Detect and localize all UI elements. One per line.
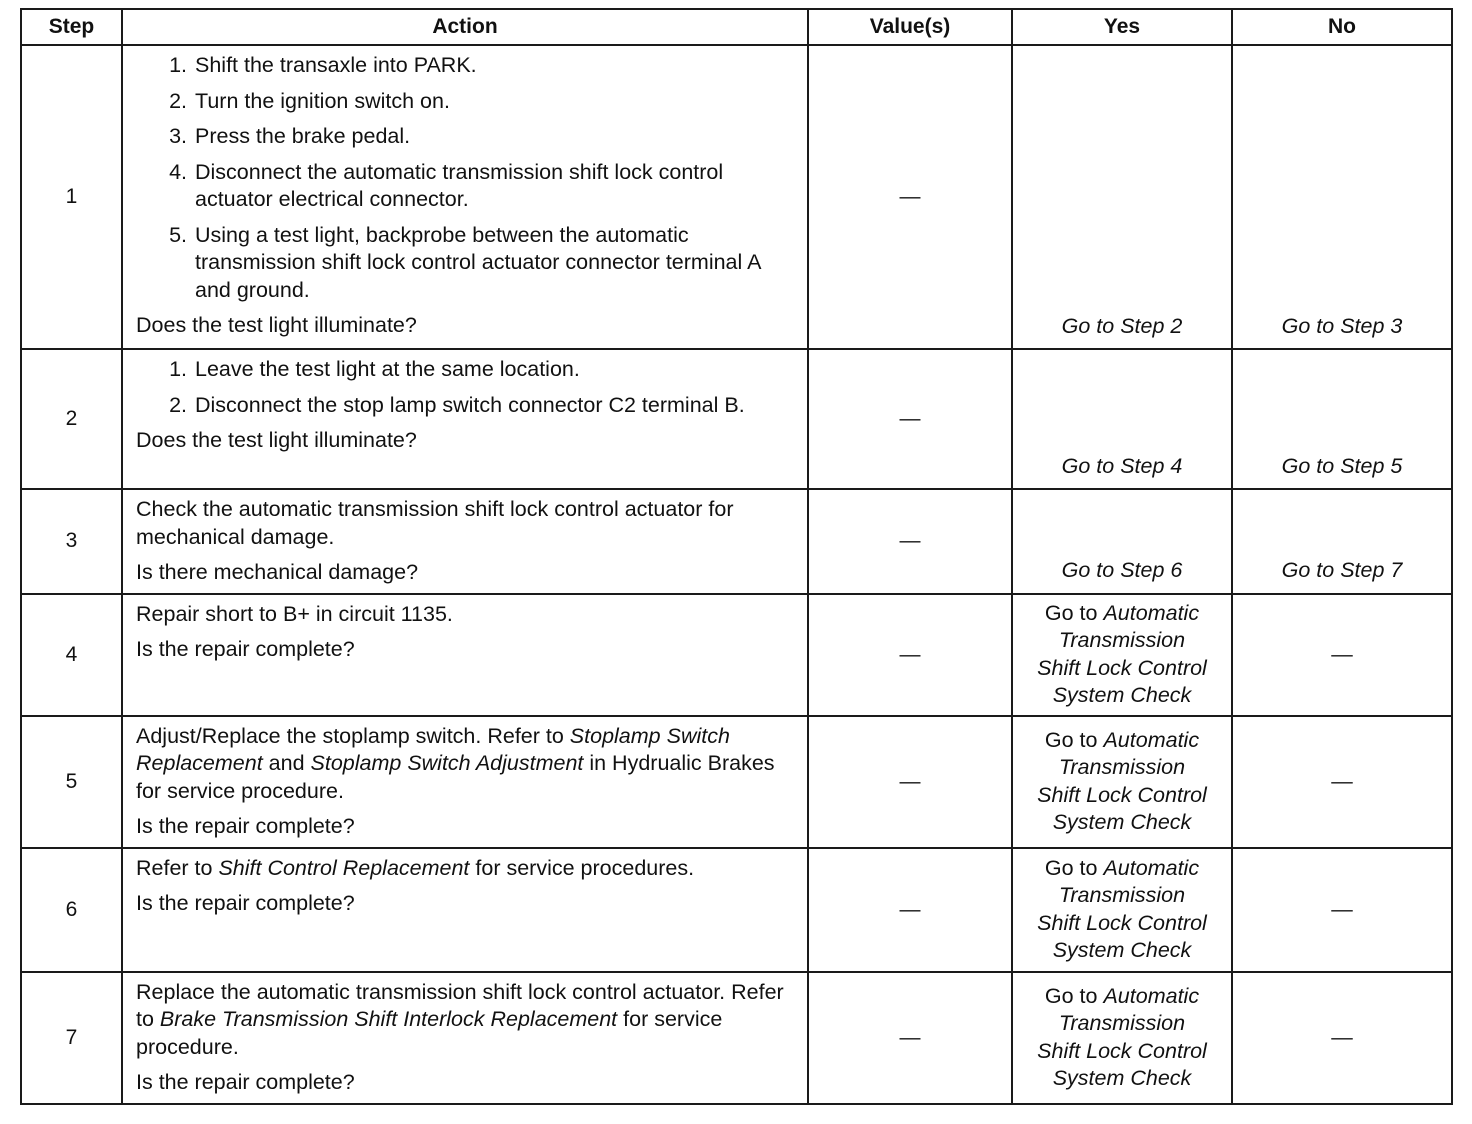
action-cell [122,972,808,1104]
table-row-step-3 [21,489,1452,594]
go-to-label: Go to [1044,600,1098,625]
action-text-part: in Hydrualic Brakes for service procedure. [136,751,775,803]
action-question: Is the repair complete? [136,1070,355,1094]
step-number: 2 [21,349,122,489]
header-no: No [1232,9,1452,45]
table-row-step-5 [21,716,1452,848]
action-text: Repair short to B+ in circuit 1135. [136,601,453,626]
system-check-reference [1037,983,1207,1093]
action-step-item: 3. Press the brake pedal. [193,123,795,151]
no-cell: Go to Step 7 [1232,489,1452,594]
reference-link: Stoplamp Switch Adjustment [310,751,584,775]
system-check-line: Automatic [1103,727,1200,752]
reference-link: Brake Transmission Shift Interlock Replacement [159,1007,618,1031]
action-step-item: 4. Disconnect the automatic transmission shift lock control actuator electrical connector. [193,159,795,214]
value-cell: — [808,349,1012,489]
system-check-line: Automatic [1103,983,1200,1008]
header-row [21,9,1452,45]
action-step-item: 2. Turn the ignition switch on. [193,88,795,116]
action-step-item: 2. Disconnect the stop lamp switch connector C2 terminal B. [193,392,795,420]
yes-cell [1012,716,1232,848]
system-check-line: System Check [1052,810,1192,834]
action-cell [122,45,808,349]
action-text [136,855,795,883]
action-question: Is there mechanical damage? [136,560,419,584]
action-text-part: Adjust/Replace the stoplamp switch. Refer to [136,723,570,748]
system-check-line: Automatic [1103,600,1200,625]
reference-link: Stoplamp Switch Replacement [136,723,730,775]
no-cell: Go to Step 3 [1232,45,1452,349]
action-question: Is the repair complete? [136,891,355,915]
system-check-line: Shift Lock Control [1037,782,1207,807]
table-row-step-4 [21,594,1452,716]
go-to-label: Go to [1044,983,1098,1008]
action-text-part: Refer to [136,855,219,880]
table-row-step-1 [21,45,1452,349]
system-check-line: Shift Lock Control [1037,1038,1207,1063]
yes-cell [1012,848,1232,972]
no-cell: — [1232,716,1452,848]
system-check-line: System Check [1052,683,1192,707]
action-cell [122,716,808,848]
action-question: Does the test light illuminate? [136,428,417,452]
reference-link: Shift Control Replacement [218,855,470,880]
system-check-line: Transmission [1058,883,1186,907]
action-steps-list [136,356,795,419]
yes-cell: Go to Step 2 [1012,45,1232,349]
action-text: Check the automatic transmission shift lock control actuator for mechanical damage. [136,497,734,549]
header-values: Value(s) [808,9,1012,45]
action-cell [122,594,808,716]
action-steps-list [136,52,795,304]
value-cell: — [808,972,1012,1104]
action-question: Is the repair complete? [136,637,355,661]
yes-cell [1012,972,1232,1104]
action-text [136,979,795,1062]
step-number: 6 [21,848,122,972]
yes-cell [1012,594,1232,716]
system-check-line: Transmission [1058,628,1186,652]
action-text-part: for service procedures. [469,855,695,880]
system-check-reference [1037,727,1207,837]
no-cell: — [1232,848,1452,972]
go-to-label: Go to [1044,855,1098,880]
action-step-item: 1. Leave the test light at the same location. [193,356,795,384]
action-step-item: 5. Using a test light, backprobe between the automatic transmission shift lock control actuator connector terminal A and ground. [193,222,795,305]
system-check-line: Transmission [1058,755,1186,779]
value-cell: — [808,45,1012,349]
system-check-reference [1037,600,1207,710]
table-row-step-2 [21,349,1452,489]
step-number: 7 [21,972,122,1104]
yes-cell: Go to Step 6 [1012,489,1232,594]
action-text-part: for service procedure. [136,1007,723,1059]
action-text-part: and [262,751,311,775]
system-check-line: Shift Lock Control [1037,910,1207,935]
header-action: Action [122,9,808,45]
value-cell: — [808,594,1012,716]
step-number: 3 [21,489,122,594]
no-cell: Go to Step 5 [1232,349,1452,489]
action-cell [122,848,808,972]
no-cell: — [1232,594,1452,716]
header-yes: Yes [1012,9,1232,45]
system-check-line: Shift Lock Control [1037,655,1207,680]
value-cell: — [808,848,1012,972]
system-check-line: System Check [1052,938,1192,962]
system-check-line: System Check [1052,1066,1192,1090]
action-cell [122,489,808,594]
value-cell: — [808,489,1012,594]
action-cell [122,349,808,489]
value-cell: — [808,716,1012,848]
yes-cell: Go to Step 4 [1012,349,1232,489]
no-cell: — [1232,972,1452,1104]
action-text-part: Replace the automatic transmission shift lock control actuator. Refer to [136,979,784,1031]
system-check-line: Transmission [1058,1011,1186,1035]
header-step: Step [21,9,122,45]
table-row-step-6 [21,848,1452,972]
step-number: 1 [21,45,122,349]
go-to-label: Go to [1044,727,1098,752]
system-check-reference [1037,855,1207,965]
step-number: 4 [21,594,122,716]
action-step-item: 1. Shift the transaxle into PARK. [193,52,795,80]
diagnostic-table [20,8,1453,1105]
action-question: Is the repair complete? [136,814,355,838]
step-number: 5 [21,716,122,848]
system-check-line: Automatic [1103,855,1200,880]
action-text [136,723,795,806]
table-row-step-7 [21,972,1452,1104]
action-question: Does the test light illuminate? [136,313,417,337]
